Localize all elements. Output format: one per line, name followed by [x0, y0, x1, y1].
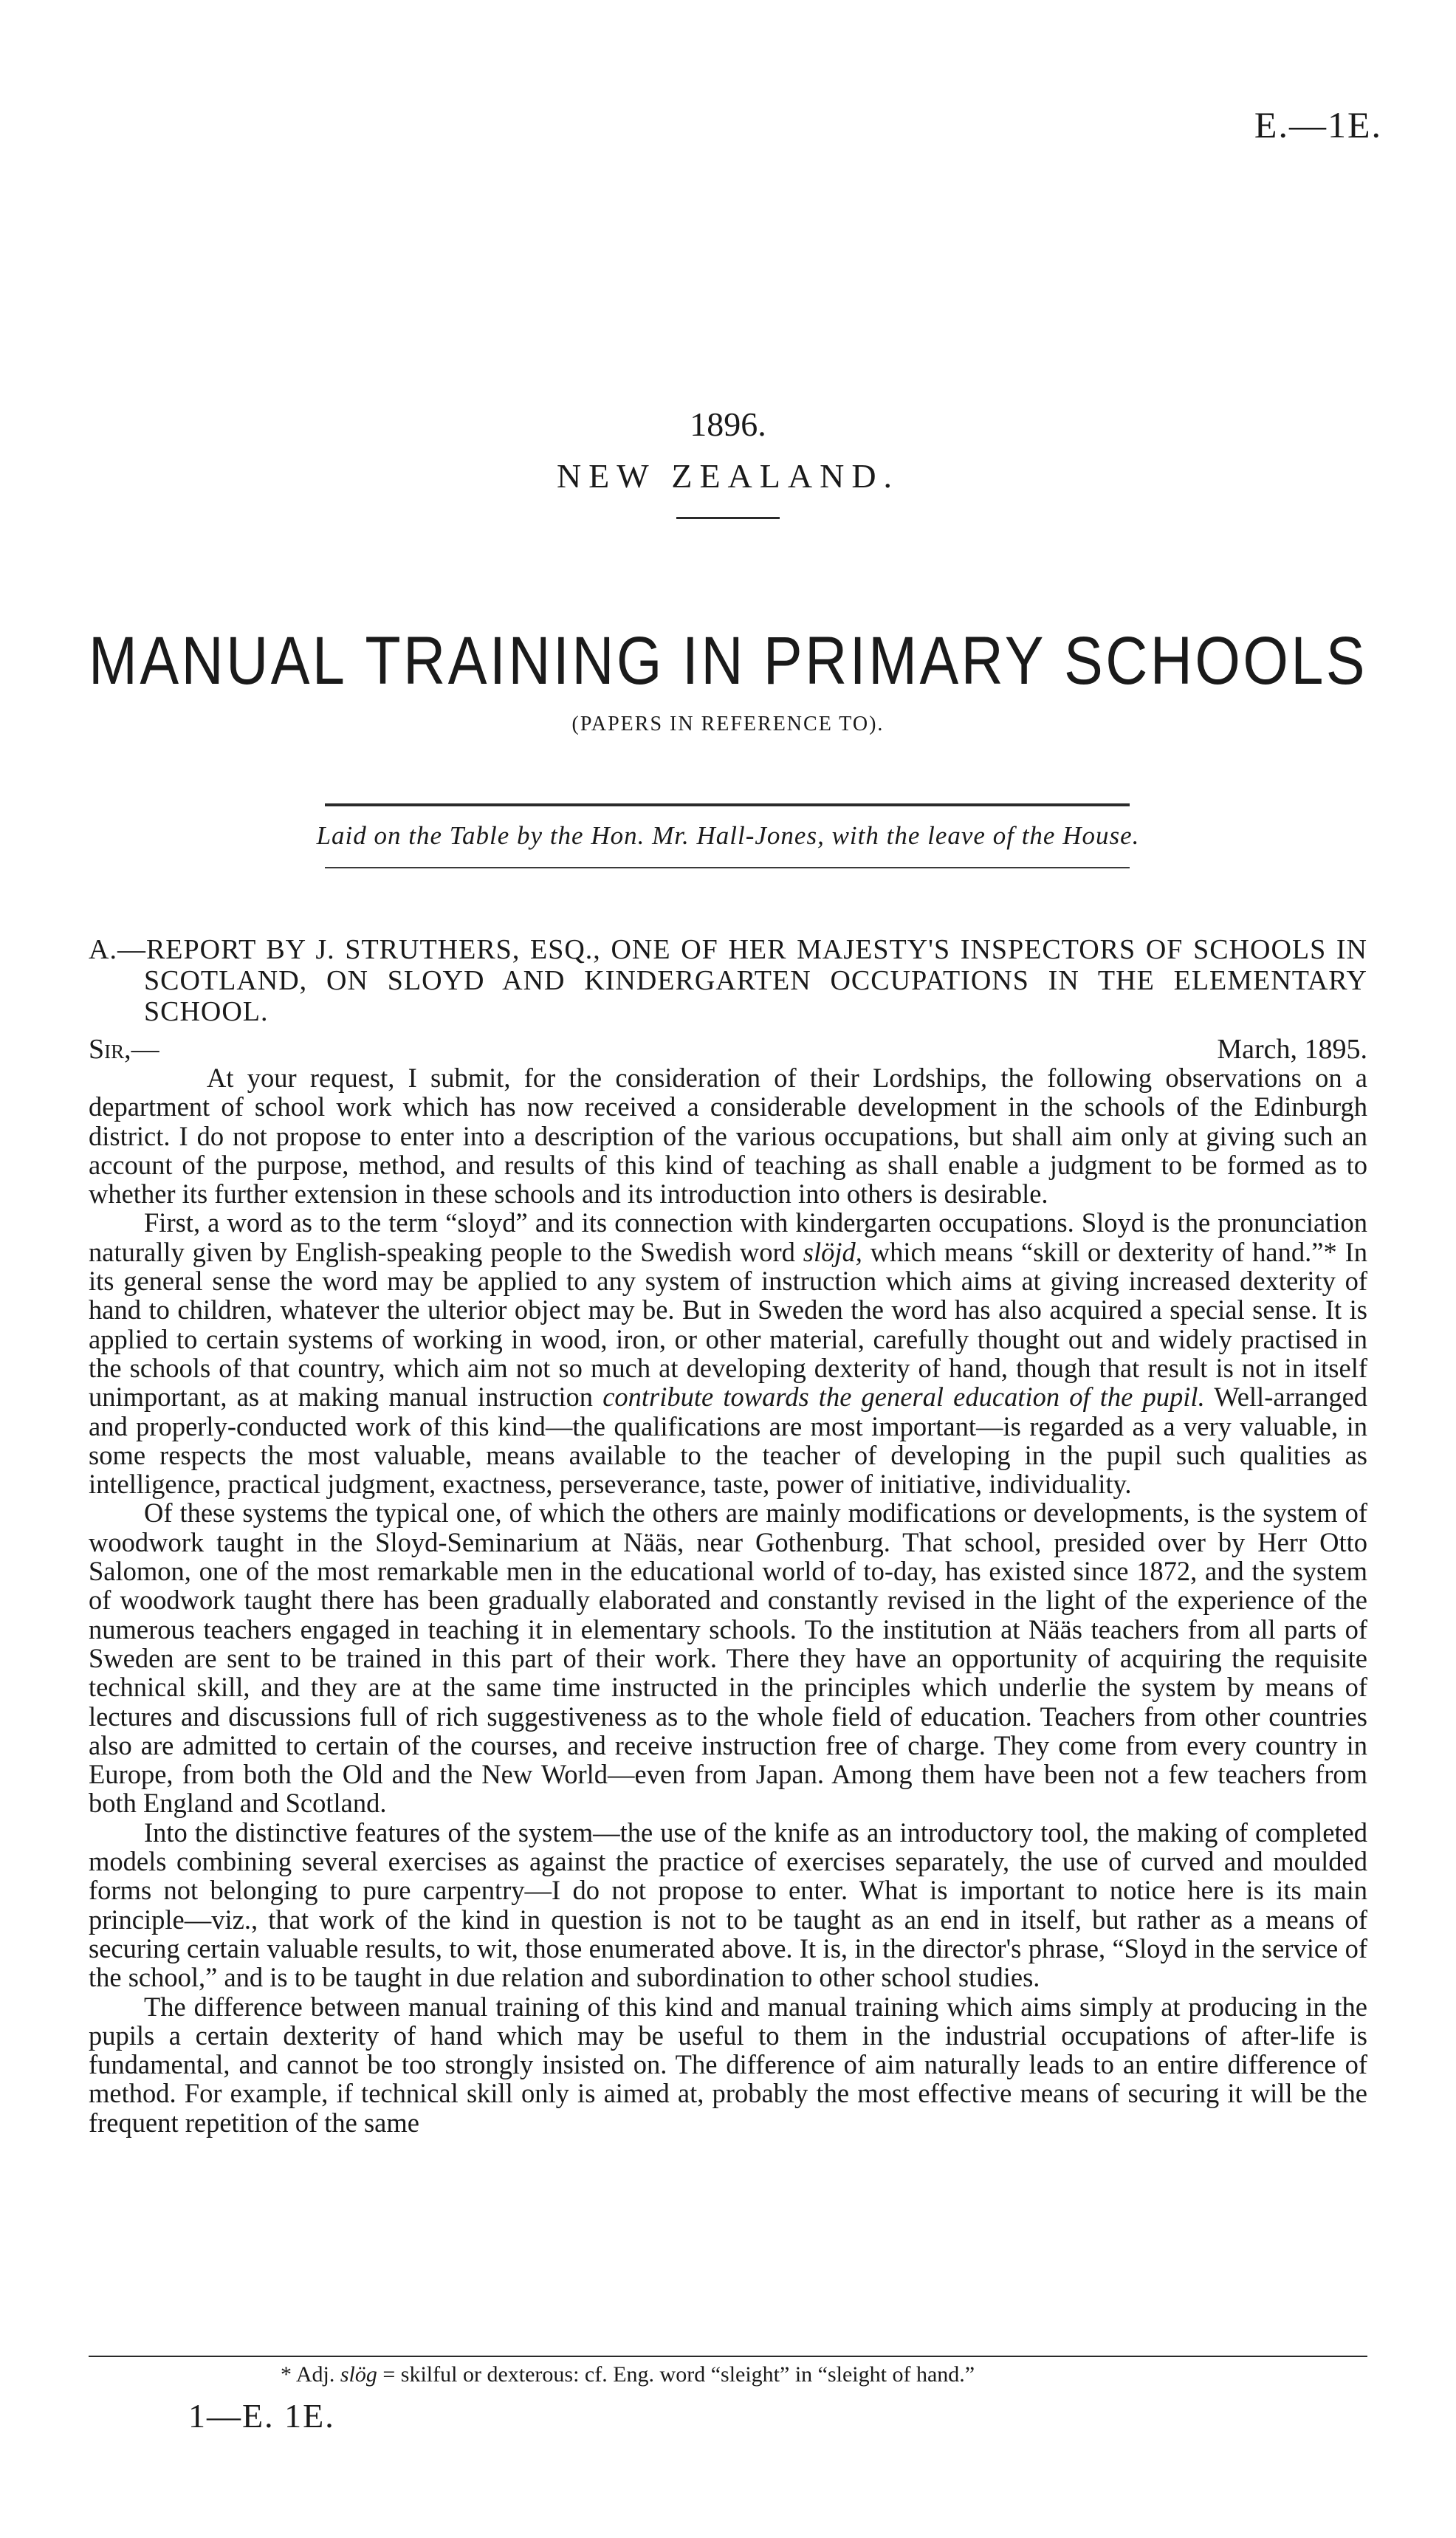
- paragraph: At your request, I submit, for the consideration of their Lordships, the following observations on a department of school work which has now received a considerable development in the schools of the Edinburgh district. I do not propose to enter into a description of the various occupations, but shall aim only at giving such an account of the purpose, method, and results of this kind of teaching as shall enable a judgment to be formed as to whether its further extension in these schools and its introduction into others is desirable.: [89, 1063, 1367, 1210]
- title-word: TRAINING: [365, 623, 665, 699]
- paragraph: [89, 1208, 1367, 1498]
- paragraph-text: which means “skill or dexterity of hand.”* In its general sense the word may be applied to any system of instruction which aims at giving increased dexterity of hand to children, whatever the ulterior object may be. But in Sweden the word has also acquired a special sense. It is applied to certain systems of working in wood, iron, or other material, carefully thought out and widely practised in the schools of that country, which aim not so much at developing dexterity of hand, though that result is not in itself unimportant, as at making manual instruction: [89, 1236, 1368, 1413]
- paragraph: Of these systems the typical one, of which the others are mainly modifications or developments, is the system of woodwork taught in the Sloyd-Seminarium at Nääs, near Gothenburg. That school, presided over by Herr Otto Salomon, one of the most remarkable men in the educational world of to-day, has existed since 1872, and the system of woodwork taught there has been gradually elaborated and constantly revised in the light of the experience of the numerous teachers engaged in teaching it in elementary schools. To the institution at Nääs teachers from all parts of Sweden are sent to be trained in this part of their work. There they have an opportunity of acquiring the requisite technical skill, and they are at the same time instructed in the principles which underlie the system by means of lectures and discussions full of rich suggestiveness as to the whole field of education. Teachers from other countries also are admitted to certain of the courses, and receive instruction free of charge. They come from every country in Europe, from both the Old and the New World—even from Japan. Among them have been not a few teachers from both England and Scotland.: [89, 1498, 1367, 1819]
- paragraph: The difference between manual training of this kind and manual training which aims simply at producing in the pupils a certain dexterity of hand which may be useful to them in the industrial occupations of after-life is fundamental, and cannot be too strongly insisted on. The difference of aim naturally leads to an entire difference of method. For example, if technical skill only is aimed at, probably the most effective means of securing it will be the frequent repetition of the same: [89, 1991, 1367, 2138]
- report-date: March, 1895.: [1217, 1034, 1367, 1065]
- title-word: IN: [681, 623, 746, 699]
- year: 1896.: [690, 405, 766, 443]
- title-word: PRIMARY: [763, 623, 1047, 699]
- paragraph: Into the distinctive features of the system—the use of the knife as an introductory tool, the making of completed models combining several exercises as against the practice of exercises separately, the use of curved and moulded forms not belonging to pure carpentry—I do not propose to enter. What is important to notice here is its main principle—viz., that work of the kind in question is not to be taught as an end in itself, but rather as a means of securing certain valuable results, to wit, those enumerated above. It is, in the director's phrase, “Sloyd in the service of the school,” and is to be taught in due relation and subordination to other school studies.: [89, 1817, 1367, 1993]
- main-title: [89, 620, 1367, 702]
- footnote: [281, 2362, 1367, 2388]
- divider-bottom: [325, 867, 1130, 868]
- laid-on-table-note: Laid on the Table by the Hon. Mr. Hall-Jones, with the leave of the House.: [316, 821, 1140, 850]
- italic-term: slöjd,: [803, 1236, 862, 1267]
- page-signature: 1—E. 1E.: [188, 2397, 335, 2435]
- report-body: [89, 1063, 1367, 2137]
- title-word: SCHOOLS: [1064, 623, 1368, 699]
- salutation-row: [89, 1034, 1367, 1065]
- paper-reference: E.—1E.: [1254, 104, 1382, 145]
- italic-phrase: contribute towards the general education of the pupil.: [602, 1382, 1205, 1413]
- footnote-marker: * Adj.: [281, 2362, 340, 2387]
- country: NEW ZEALAND.: [556, 457, 900, 495]
- title-word: MANUAL: [89, 623, 348, 699]
- footnote-word: slög: [340, 2362, 377, 2387]
- footnote-divider: [89, 2356, 1367, 2357]
- divider-top: [325, 803, 1130, 806]
- short-divider: [676, 517, 780, 519]
- paragraph-text: Well-arranged and properly-conducted work of this kind—the qualifications are most important—is regarded as a very valuable, in some respects the most valuable, means available to the teacher of developing in the pupil such qualities as intelligence, practical judgment, exactness, perseverance, taste, power of initiative, individuality.: [89, 1382, 1368, 1500]
- report-heading: A.—REPORT BY J. STRUTHERS, ESQ., ONE OF HER MAJESTY'S INSPECTORS OF SCHOOLS IN SCOTLAND, ON SLOYD AND KINDERGARTEN OCCUPATIONS IN THE ELEMENTARY SCHOOL.: [89, 934, 1367, 1027]
- subtitle: (PAPERS IN REFERENCE TO).: [571, 713, 885, 735]
- paragraph-text: First, a word as to the term “sloyd” and its connection with kindergarten occupations. Sloyd is the pronunciation naturally given by English-speaking people to the Swedish word: [89, 1207, 1367, 1267]
- footnote-text: = skilful or dexterous: cf. Eng. word “sleight” in “sleight of hand.”: [377, 2362, 975, 2387]
- salutation: Sir,—: [89, 1034, 159, 1065]
